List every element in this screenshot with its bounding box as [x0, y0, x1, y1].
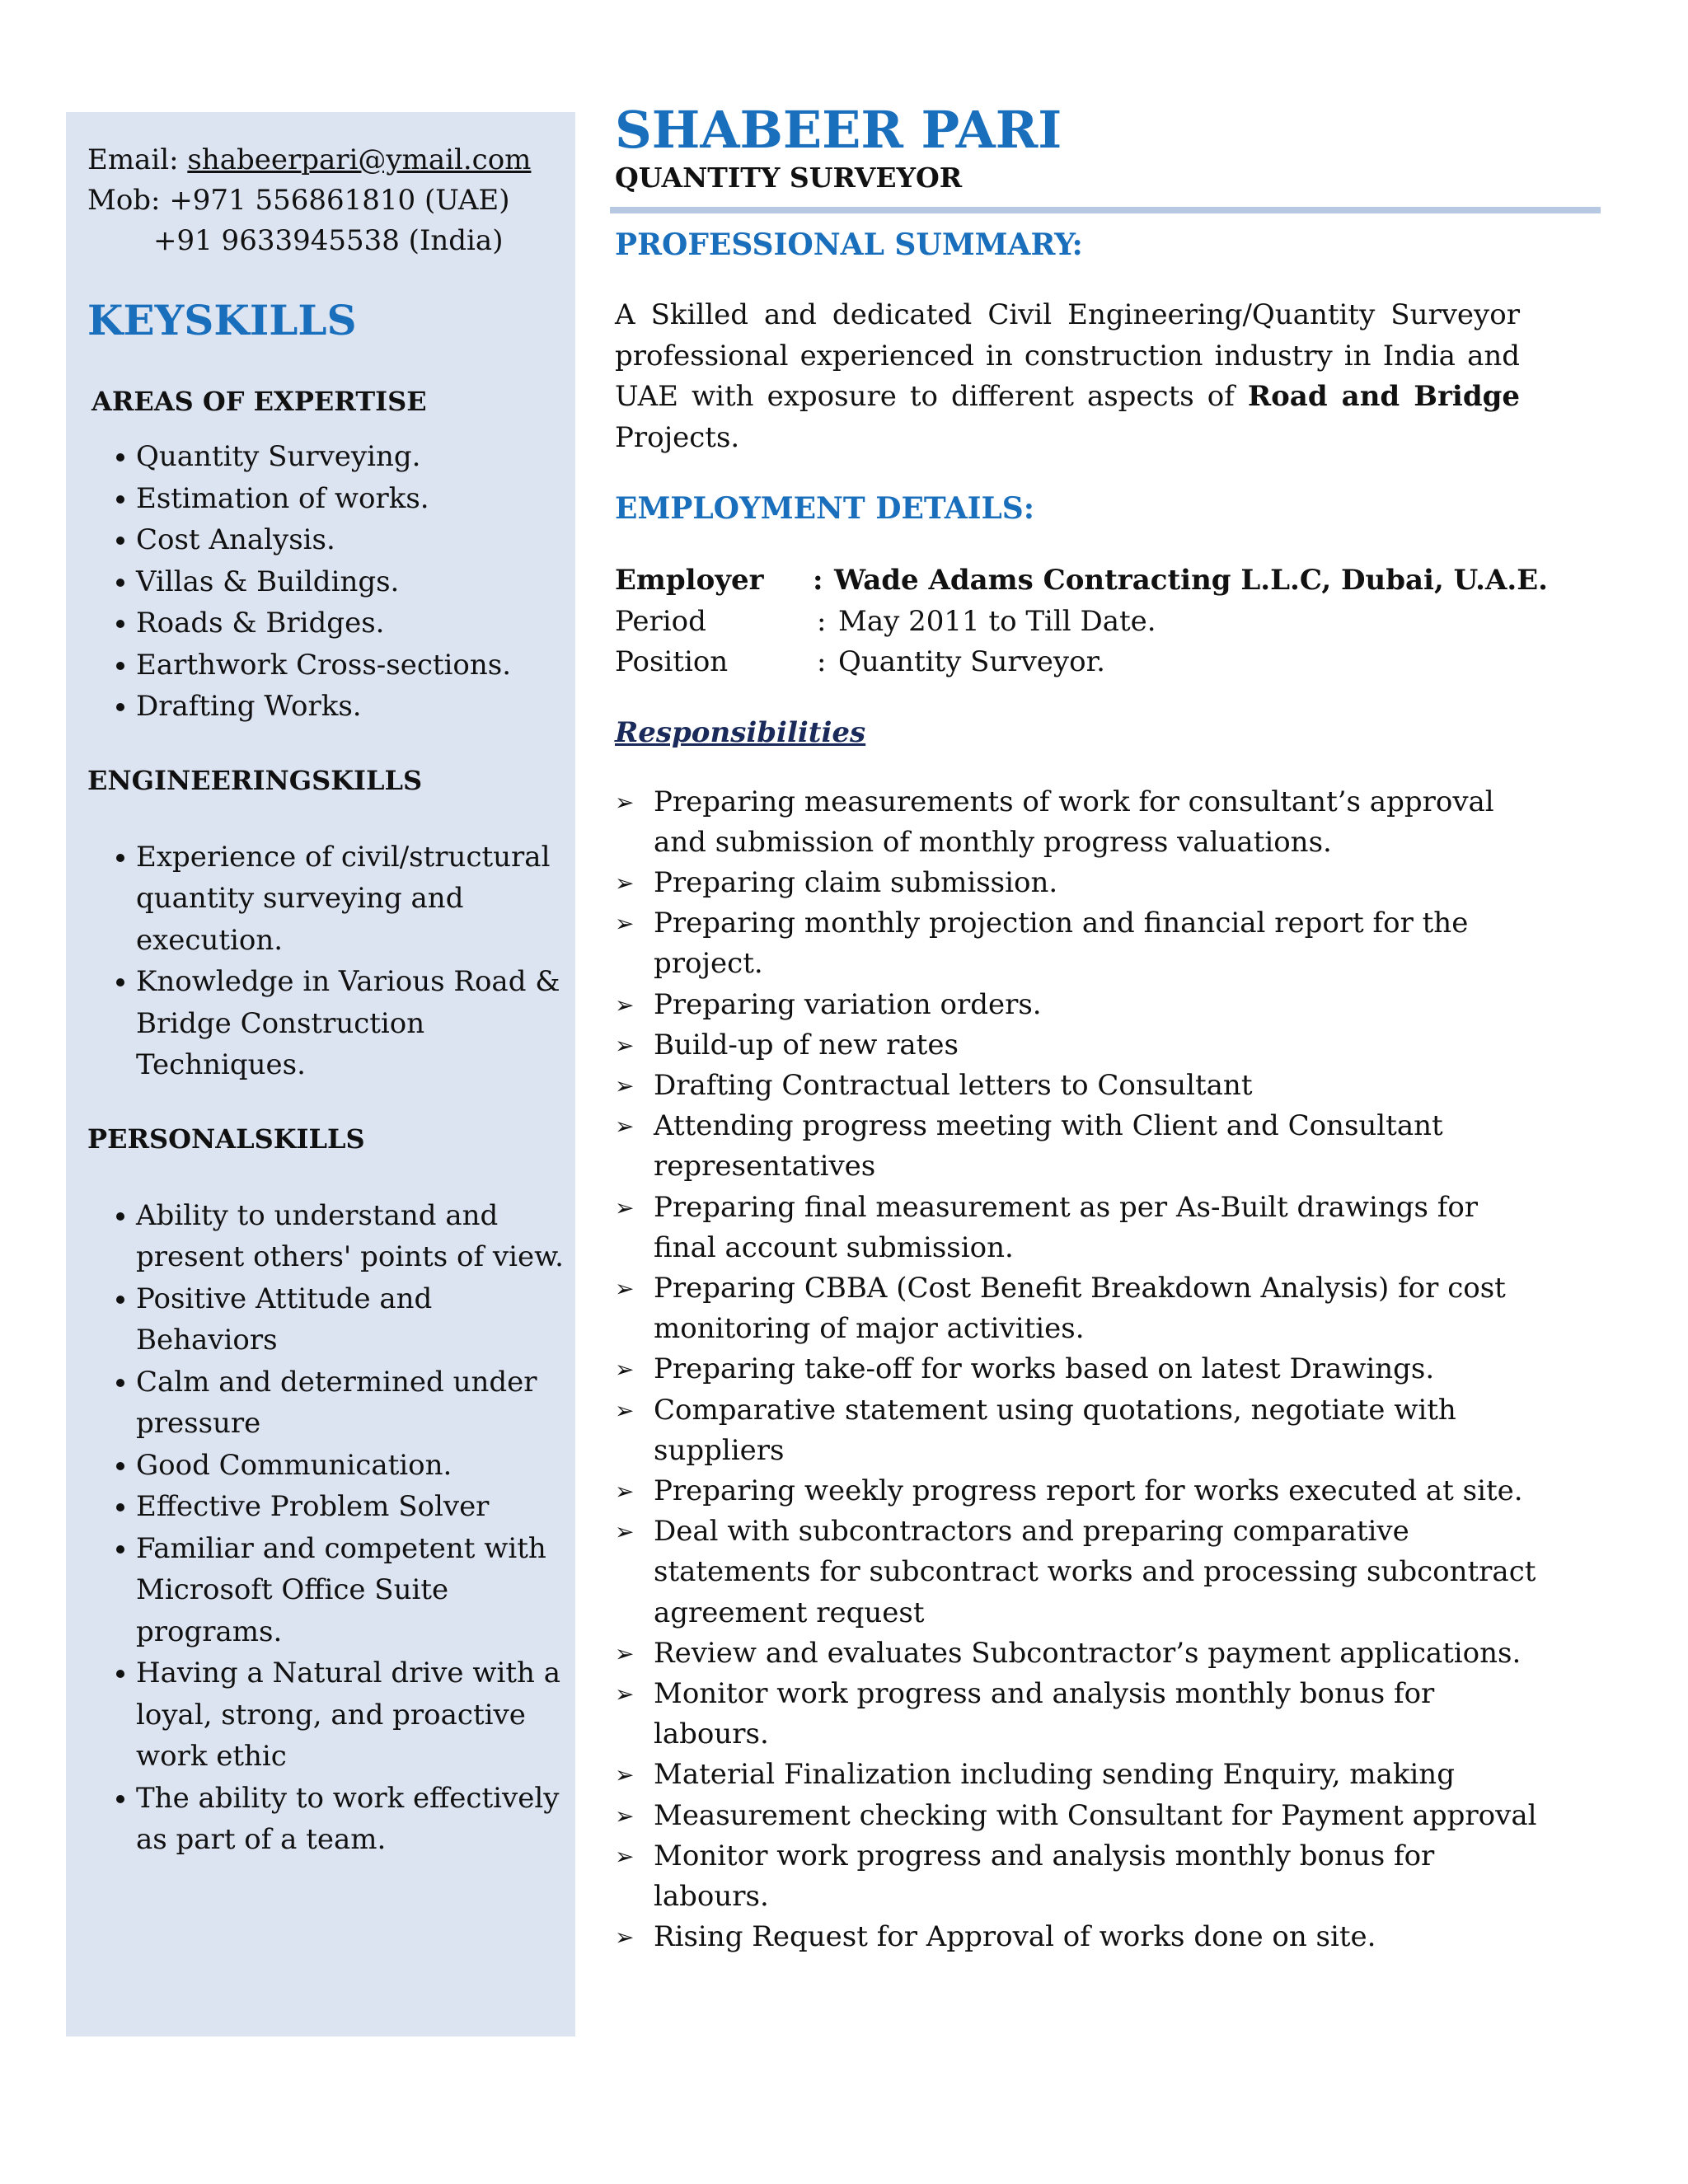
arrow-bullet-icon: ➢ — [615, 1518, 635, 1546]
list-item — [615, 1796, 1538, 1836]
engineering-list — [87, 837, 575, 1086]
summary-text-start: A Skilled and dedicated Civil Engineering/Quantity Surveyor professional experienced in construction industry in India and UAE with exposure to different aspects of — [615, 298, 1520, 413]
list-item: Experience of civil/structural quantity surveying and execution. — [87, 837, 575, 962]
list-item — [615, 1674, 1538, 1755]
list-item — [615, 1390, 1538, 1471]
list-item-text: Build-up of new rates — [654, 1028, 959, 1062]
arrow-bullet-icon: ➢ — [615, 1193, 635, 1221]
list-item — [615, 1066, 1538, 1106]
list-item: Familiar and competent with Microsoft Office Suite programs. — [87, 1528, 575, 1653]
separator: : — [817, 604, 827, 638]
mobile-line-india — [87, 221, 575, 261]
period-row — [615, 602, 1604, 643]
list-item: Villas & Buildings. — [87, 561, 575, 603]
list-item — [615, 1471, 1538, 1511]
expertise-heading: AREAS OF EXPERTISE — [91, 386, 427, 417]
list-item — [615, 1268, 1538, 1349]
list-item-text: Attending progress meeting with Client and Consultant representatives — [654, 1109, 1443, 1183]
list-item-text: Preparing take-off for works based on latest Drawings. — [654, 1352, 1435, 1386]
mobile-uae: +971 556861810 (UAE) — [169, 184, 510, 217]
list-item: Calm and determined under pressure — [87, 1361, 575, 1445]
separator: : — [817, 645, 827, 678]
list-item-text: Review and evaluates Subcontractor’s payment applications. — [654, 1636, 1522, 1670]
arrow-bullet-icon: ➢ — [615, 1274, 635, 1302]
email-line — [87, 140, 575, 180]
responsibilities-heading: Responsibilities — [615, 715, 866, 749]
list-item — [615, 1349, 1538, 1390]
list-item-text: Measurement checking with Consultant for Payment approval — [654, 1798, 1537, 1832]
summary-text-end: Projects. — [615, 420, 740, 454]
arrow-bullet-icon: ➢ — [615, 1761, 635, 1789]
list-item: Positive Attitude and Behaviors — [87, 1278, 575, 1361]
list-item — [615, 1917, 1538, 1957]
list-item: Good Communication. — [87, 1445, 575, 1487]
sidebar — [66, 112, 575, 2036]
list-item-text: Preparing claim submission. — [654, 865, 1058, 899]
position-value: Quantity Surveyor. — [838, 645, 1105, 678]
period-label: Period — [615, 604, 706, 638]
candidate-name: SHABEER PARI — [615, 100, 1062, 160]
employment-heading: EMPLOYMENT DETAILS: — [615, 491, 1035, 526]
email-label: Email: — [87, 143, 188, 176]
arrow-bullet-icon: ➢ — [615, 1396, 635, 1424]
list-item: Effective Problem Solver — [87, 1486, 575, 1528]
arrow-bullet-icon: ➢ — [615, 1680, 635, 1708]
summary-heading: PROFESSIONAL SUMMARY: — [615, 227, 1083, 262]
list-item — [615, 985, 1538, 1025]
arrow-bullet-icon: ➢ — [615, 788, 635, 816]
list-item — [615, 782, 1538, 863]
mobile-line-uae — [87, 180, 575, 221]
arrow-bullet-icon: ➢ — [615, 1842, 635, 1870]
arrow-bullet-icon: ➢ — [615, 910, 635, 938]
list-item: Drafting Works. — [87, 686, 575, 728]
keyskills-title: KEYSKILLS — [87, 296, 357, 344]
header-divider — [610, 207, 1601, 213]
position-label: Position — [615, 645, 729, 678]
list-item — [615, 1633, 1538, 1674]
position-row — [615, 642, 1604, 683]
arrow-bullet-icon: ➢ — [615, 1356, 635, 1384]
arrow-bullet-icon: ➢ — [615, 1113, 635, 1141]
list-item-text: Comparative statement using quotations, negotiate with suppliers — [654, 1393, 1456, 1467]
arrow-bullet-icon: ➢ — [615, 1031, 635, 1059]
list-item-text: Material Finalization including sending Enquiry, making — [654, 1758, 1455, 1792]
list-item-text: Monitor work progress and analysis monthly bonus for labours. — [654, 1839, 1435, 1913]
arrow-bullet-icon: ➢ — [615, 1071, 635, 1099]
list-item-text: Preparing measurements of work for consultant’s approval and submission of monthly progress valuations. — [654, 785, 1494, 859]
list-item-text: Preparing variation orders. — [654, 987, 1042, 1021]
list-item — [615, 903, 1538, 984]
list-item — [615, 1025, 1538, 1066]
responsibilities-list — [615, 782, 1538, 1958]
arrow-bullet-icon: ➢ — [615, 1477, 635, 1505]
list-item: Roads & Bridges. — [87, 602, 575, 644]
arrow-bullet-icon: ➢ — [615, 1924, 635, 1952]
employer-value: Wade Adams Contracting L.L.C, Dubai, U.A.E. — [834, 564, 1548, 597]
mobile-label: Mob: — [87, 184, 170, 217]
list-item — [615, 1106, 1538, 1187]
email-link[interactable]: shabeerpari@ymail.com — [187, 143, 532, 176]
list-item — [615, 1836, 1538, 1917]
arrow-bullet-icon: ➢ — [615, 1639, 635, 1667]
period-value: May 2011 to Till Date. — [838, 604, 1156, 638]
list-item: Estimation of works. — [87, 478, 575, 520]
list-item: Quantity Surveying. — [87, 436, 575, 478]
separator: : — [813, 564, 823, 597]
list-item-text: Rising Request for Approval of works done on site. — [654, 1920, 1376, 1954]
list-item — [615, 1188, 1538, 1268]
personal-list — [87, 1195, 575, 1861]
list-item-text: Monitor work progress and analysis monthly bonus for labours. — [654, 1676, 1435, 1751]
employer-label: Employer — [615, 564, 764, 597]
list-item-text: Preparing final measurement as per As-Built drawings for final account submission. — [654, 1190, 1479, 1264]
list-item-text: Preparing CBBA (Cost Benefit Breakdown Analysis) for cost monitoring of major activities. — [654, 1271, 1506, 1346]
list-item: The ability to work effectively as part of a team. — [87, 1778, 575, 1861]
mobile-india: +91 9633945538 (India) — [153, 224, 504, 257]
list-item: Having a Natural drive with a loyal, strong, and proactive work ethic — [87, 1652, 575, 1778]
list-item: Earthwork Cross-sections. — [87, 644, 575, 687]
list-item — [615, 1511, 1538, 1633]
list-item-text: Drafting Contractual letters to Consultant — [654, 1068, 1253, 1102]
summary-text — [615, 295, 1520, 458]
arrow-bullet-icon: ➢ — [615, 991, 635, 1019]
arrow-bullet-icon: ➢ — [615, 869, 635, 897]
list-item — [615, 1755, 1538, 1795]
list-item: Cost Analysis. — [87, 519, 575, 561]
engineering-heading: ENGINEERINGSKILLS — [87, 764, 423, 796]
employer-row — [615, 560, 1604, 602]
list-item-text: Preparing weekly progress report for works executed at site. — [654, 1474, 1523, 1507]
list-item-text: Preparing monthly projection and financial report for the project. — [654, 907, 1469, 981]
summary-text-bold: Road and Bridge — [1247, 380, 1521, 413]
list-item: Knowledge in Various Road & Bridge Construction Techniques. — [87, 961, 575, 1086]
employment-details — [615, 560, 1604, 683]
arrow-bullet-icon: ➢ — [615, 1802, 635, 1830]
list-item: Ability to understand and present others' points of view. — [87, 1195, 575, 1278]
main-content — [615, 99, 1604, 1957]
job-title: QUANTITY SURVEYOR — [615, 162, 963, 194]
personal-heading: PERSONALSKILLS — [87, 1122, 365, 1155]
expertise-list — [87, 436, 575, 728]
list-item — [615, 863, 1538, 903]
list-item-text: Deal with subcontractors and preparing comparative statements for subcontract works and processing subcontract agreement request — [654, 1515, 1536, 1629]
contact-block — [87, 140, 575, 261]
